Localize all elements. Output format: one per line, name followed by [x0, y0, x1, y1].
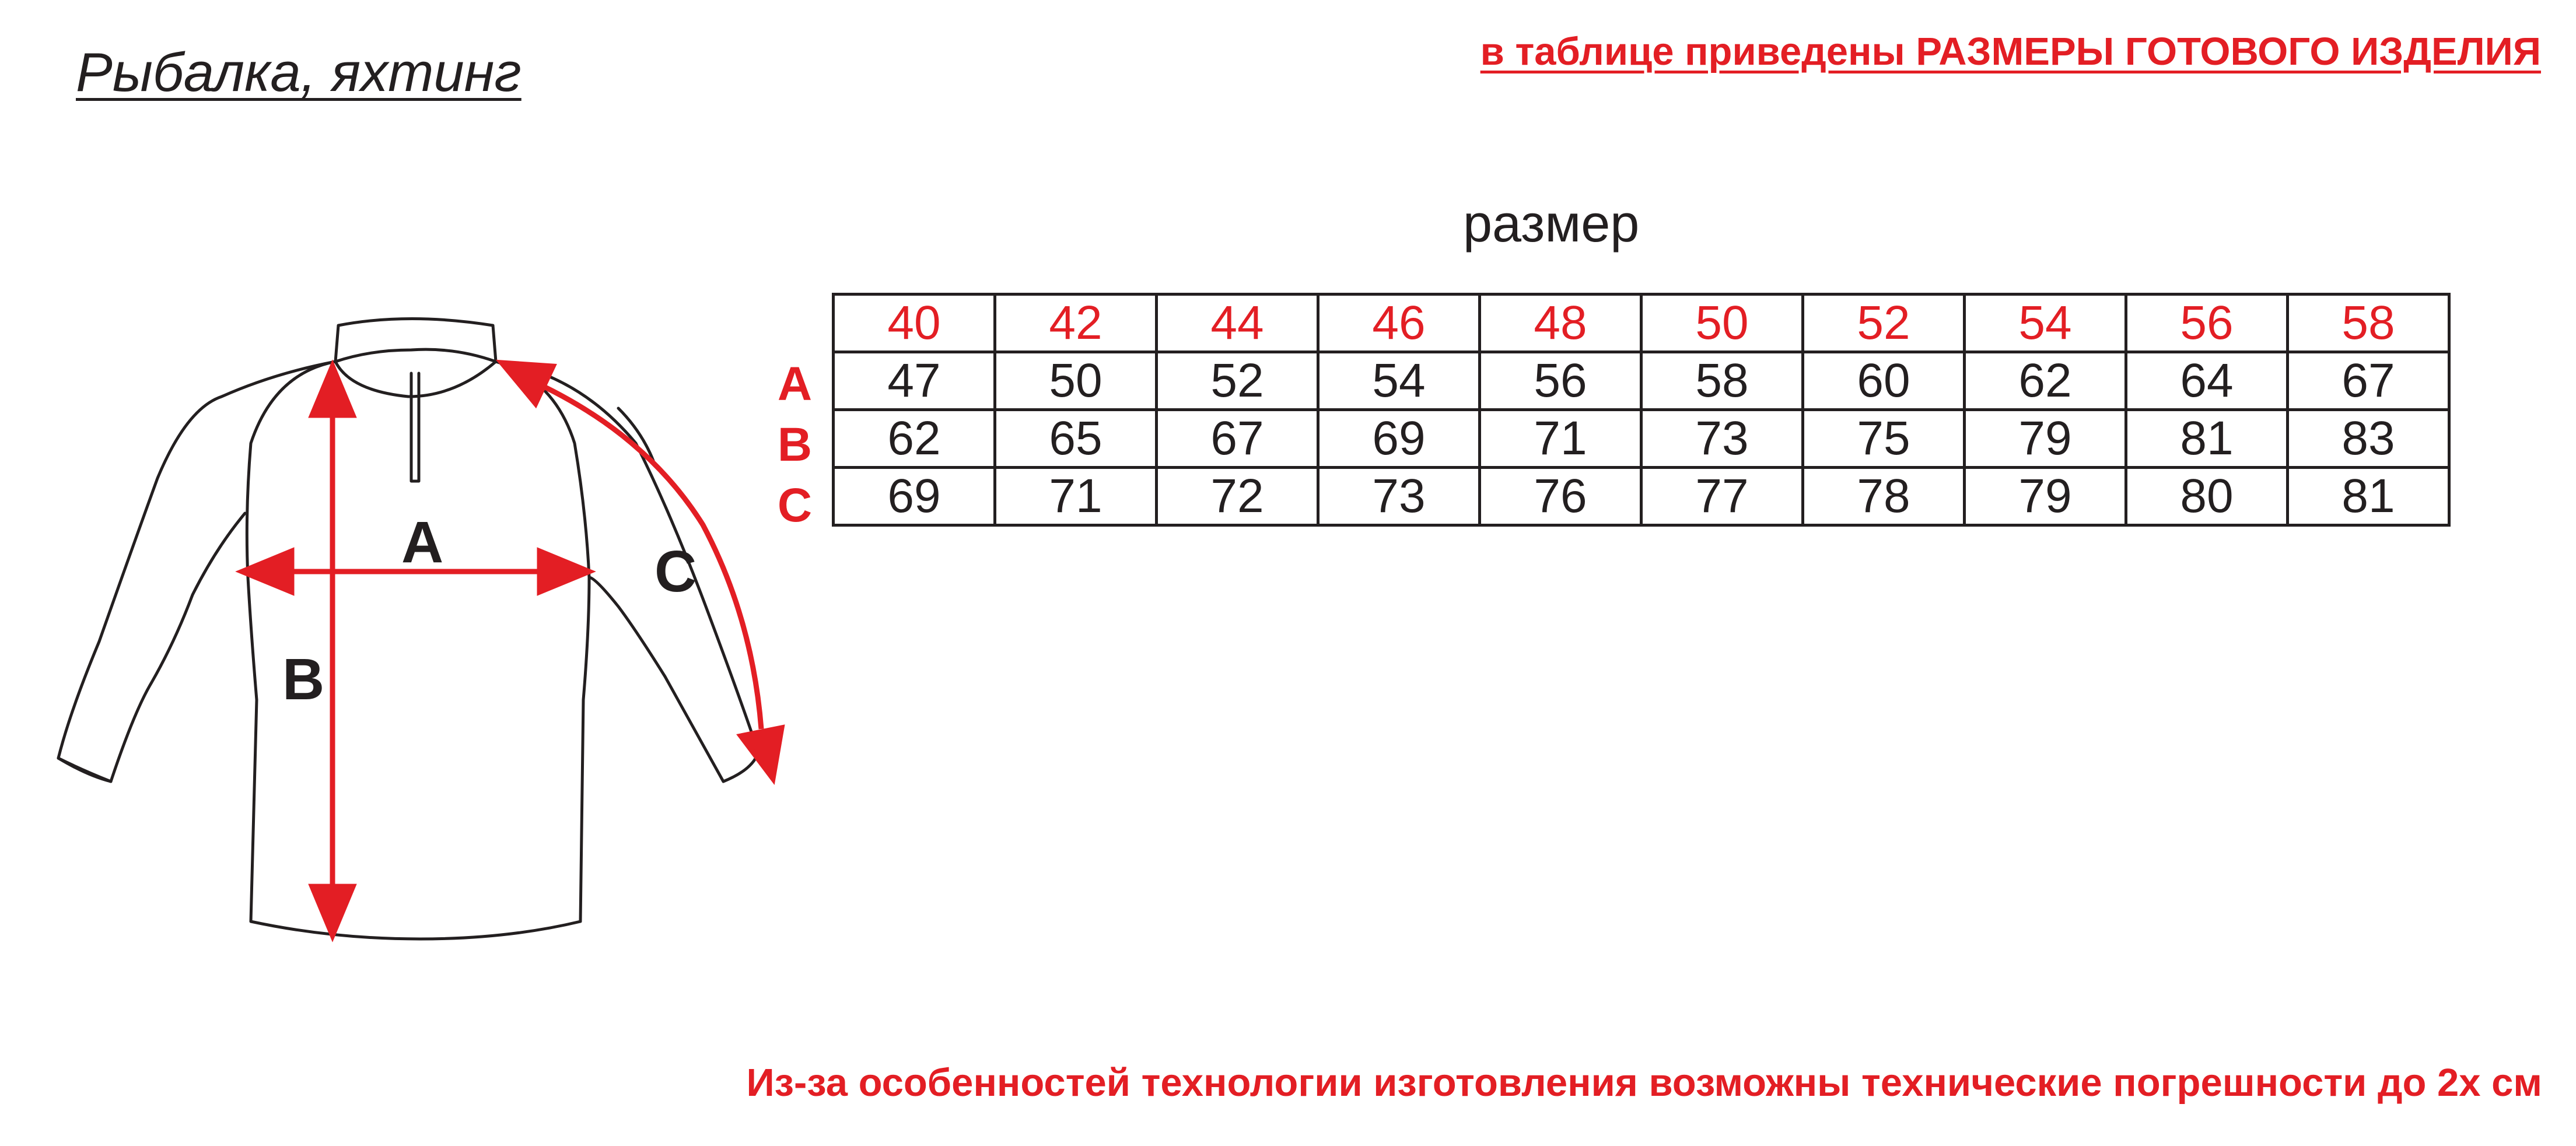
dimension-label-a: A: [401, 510, 444, 575]
table-cell: 67: [1157, 410, 1318, 468]
dimension-c-arrow-top: [502, 363, 553, 404]
table-cell: 64: [2126, 352, 2288, 410]
dimension-b-arrow-top: [312, 366, 353, 415]
table-cell: 79: [1965, 410, 2126, 468]
table-cell: 75: [1803, 410, 1965, 468]
table-cell: 72: [1157, 468, 1318, 525]
size-header-cell: 52: [1803, 295, 1965, 352]
table-cell: 67: [2288, 352, 2449, 410]
size-header-cell: 50: [1642, 295, 1803, 352]
dimension-label-c: C: [654, 539, 697, 604]
size-header-cell: 40: [834, 295, 995, 352]
table-cell: 73: [1318, 468, 1480, 525]
size-caption: размер: [1463, 195, 1640, 253]
size-header-cell: 56: [2126, 295, 2288, 352]
table-cell: 65: [995, 410, 1157, 468]
table-cell: 52: [1157, 352, 1318, 410]
table-cell: 62: [1965, 352, 2126, 410]
shirt-outline: [58, 319, 758, 940]
table-cell: 76: [1480, 468, 1642, 525]
size-header-row: [834, 295, 2449, 352]
dimension-a-arrow-right: [540, 551, 589, 592]
table-cell: 71: [995, 468, 1157, 525]
table-cell: 83: [2288, 410, 2449, 468]
size-header-cell: 54: [1965, 295, 2126, 352]
table-cell: 69: [834, 468, 995, 525]
size-header-cell: 44: [1157, 295, 1318, 352]
table-cell: 58: [1642, 352, 1803, 410]
table-cell: 73: [1642, 410, 1803, 468]
size-header-cell: 42: [995, 295, 1157, 352]
table-cell: 54: [1318, 352, 1480, 410]
table-cell: 50: [995, 352, 1157, 410]
table-cell: 77: [1642, 468, 1803, 525]
dimension-c-line: [528, 379, 761, 729]
row-label-c: C: [777, 479, 813, 532]
size-header-cell: 48: [1480, 295, 1642, 352]
size-header-cell: 46: [1318, 295, 1480, 352]
table-row-a: [834, 352, 2449, 410]
table-cell: 80: [2126, 468, 2288, 525]
dimension-c-arrow-bottom: [741, 728, 782, 779]
row-label-a: A: [777, 358, 813, 411]
table-row-b: [834, 410, 2449, 468]
table-cell: 69: [1318, 410, 1480, 468]
size-table: [832, 293, 2451, 527]
page-title: Рыбалка, яхтинг: [76, 41, 522, 103]
table-cell: 62: [834, 410, 995, 468]
table-cell: 78: [1803, 468, 1965, 525]
table-cell: 71: [1480, 410, 1642, 468]
table-cell: 81: [2288, 468, 2449, 525]
table-cell: 60: [1803, 352, 1965, 410]
table-cell: 47: [834, 352, 995, 410]
row-label-b: B: [777, 418, 813, 471]
table-cell: 79: [1965, 468, 2126, 525]
table-cell: 56: [1480, 352, 1642, 410]
table-row-c: [834, 468, 2449, 525]
table-cell: 81: [2126, 410, 2288, 468]
dimension-b-arrow-bottom: [312, 886, 353, 935]
tolerance-disclaimer: Из-за особенностей технологии изготовления возможны технические погрешности до 2х см: [746, 1061, 2542, 1105]
size-header-cell: 58: [2288, 295, 2449, 352]
dimension-label-b: B: [282, 647, 325, 712]
finished-size-notice: в таблице приведены РАЗМЕРЫ ГОТОВОГО ИЗДЕЛИЯ: [1480, 30, 2541, 73]
